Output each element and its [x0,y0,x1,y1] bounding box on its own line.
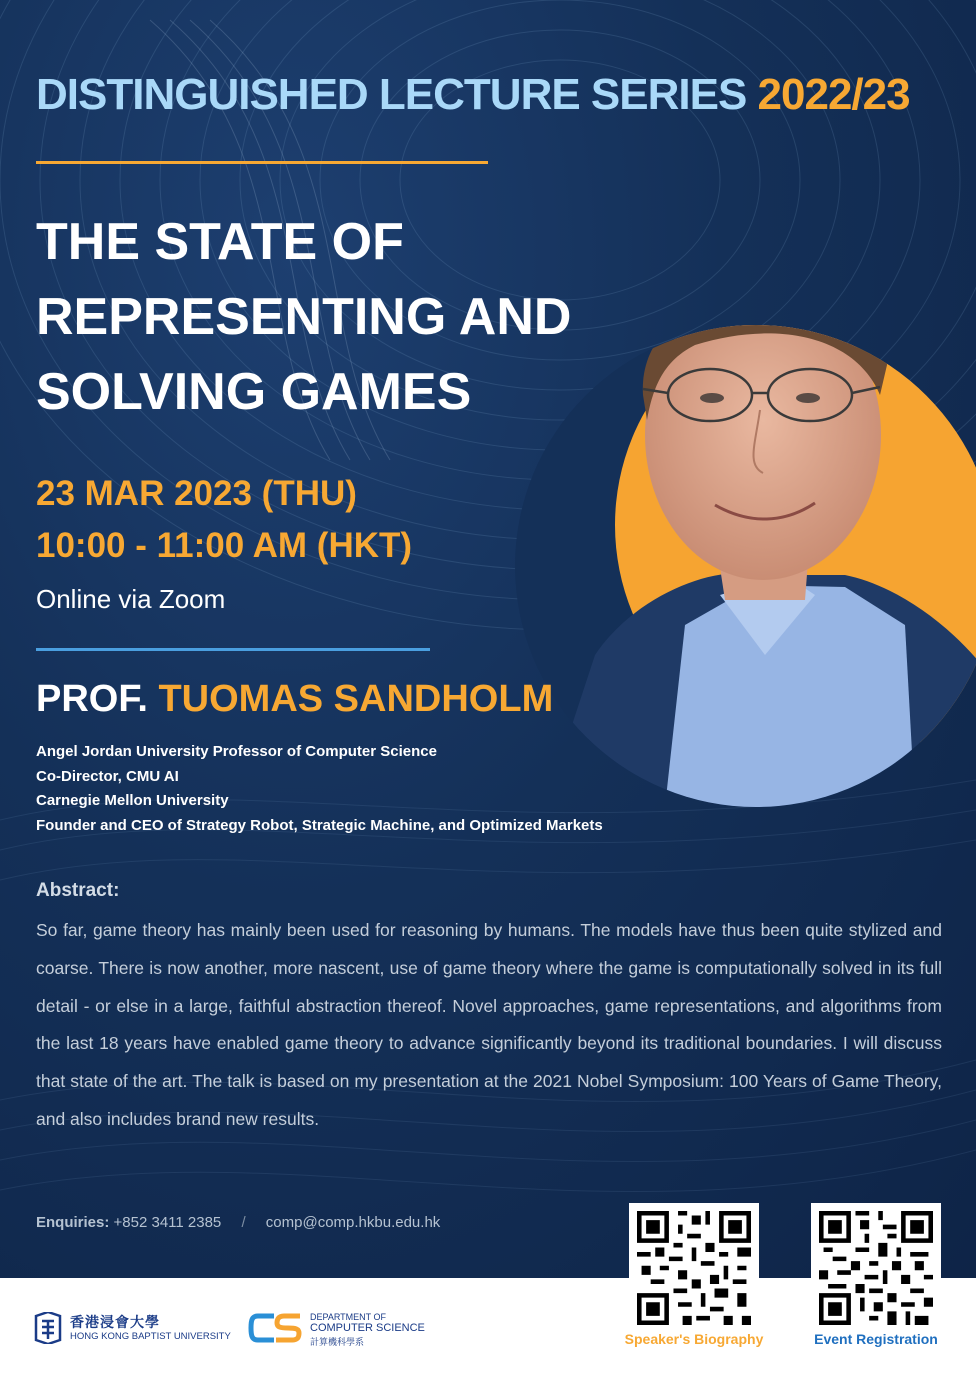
talk-title-line-2: REPRESENTING AND [36,288,572,346]
orange-divider [36,161,488,164]
event-registration-caption[interactable]: Event Registration [814,1331,938,1347]
contact-email[interactable]: comp@comp.hkbu.edu.hk [265,1214,441,1231]
abstract-heading: Abstract: [36,880,120,901]
series-heading [36,70,910,120]
speaker-affiliations [36,740,603,838]
blue-divider [36,648,430,651]
department-logo [248,1310,428,1346]
event-registration-qr[interactable] [811,1203,941,1333]
cs-logo-icon [248,1310,302,1346]
hkbu-logo [34,1312,234,1346]
contact-phone[interactable]: +852 3411 2385 [113,1214,222,1231]
event-date-time [36,468,412,572]
event-venue: Online via Zoom [36,584,226,614]
speaker-prefix: PROF. [36,678,148,720]
hkbu-name-chinese: 香港浸會大學 [70,1314,160,1330]
enquiries-label: Enquiries: [36,1214,110,1231]
qr-code-icon [819,1211,933,1325]
speaker-biography-caption[interactable]: Speaker's Biography [624,1331,764,1347]
series-title: DISTINGUISHED LECTURE SERIES [36,70,747,119]
affiliation-line: Founder and CEO of Strategy Robot, Strategic Machine, and Optimized Markets [36,816,603,834]
contact-info [36,1214,440,1231]
speaker-photo [515,325,976,807]
hkbu-name-english: HONG KONG BAPTIST UNIVERSITY [70,1331,231,1342]
speaker-fullname: TUOMAS SANDHOLM [158,678,554,720]
speaker-biography-qr[interactable] [629,1203,759,1333]
hkbu-crest-icon [34,1312,62,1344]
abstract-body: So far, game theory has mainly been used for reasoning by humans. The models have thus been quite stylized and coarse. There is now another, more nascent, use of game theory where the game is computationally solved in its full detail - or else in a large, faithful abstraction thereof. Novel approaches, game representations, and algorithms from the last 18 years have enabled game theory to advance significantly beyond its traditional boundaries. I will discuss that state of the art. The talk is based on my presentation at the 2021 Nobel Symposium: 100 Years of Game Theory, and also includes brand new results. [36,920,942,1129]
qr-code-icon [637,1211,751,1325]
affiliation-line: Carnegie Mellon University [36,792,229,809]
talk-title-line-1: THE STATE OF [36,213,404,271]
speaker-name [36,678,553,721]
department-label-chinese: 計算機科學系 [310,1337,365,1347]
talk-title-line-3: SOLVING GAMES [36,363,472,421]
contact-separator: / [241,1214,246,1231]
event-time: 10:00 - 11:00 AM (HKT) [36,526,413,565]
series-year: 2022/23 [757,70,910,119]
affiliation-line: Angel Jordan University Professor of Computer Science [36,743,437,760]
department-label-top: DEPARTMENT OF [310,1312,387,1322]
event-date: 23 MAR 2023 (THU) [36,474,357,513]
talk-title [36,205,596,430]
department-label-main: COMPUTER SCIENCE [310,1322,425,1334]
affiliation-line: Co-Director, CMU AI [36,767,179,785]
